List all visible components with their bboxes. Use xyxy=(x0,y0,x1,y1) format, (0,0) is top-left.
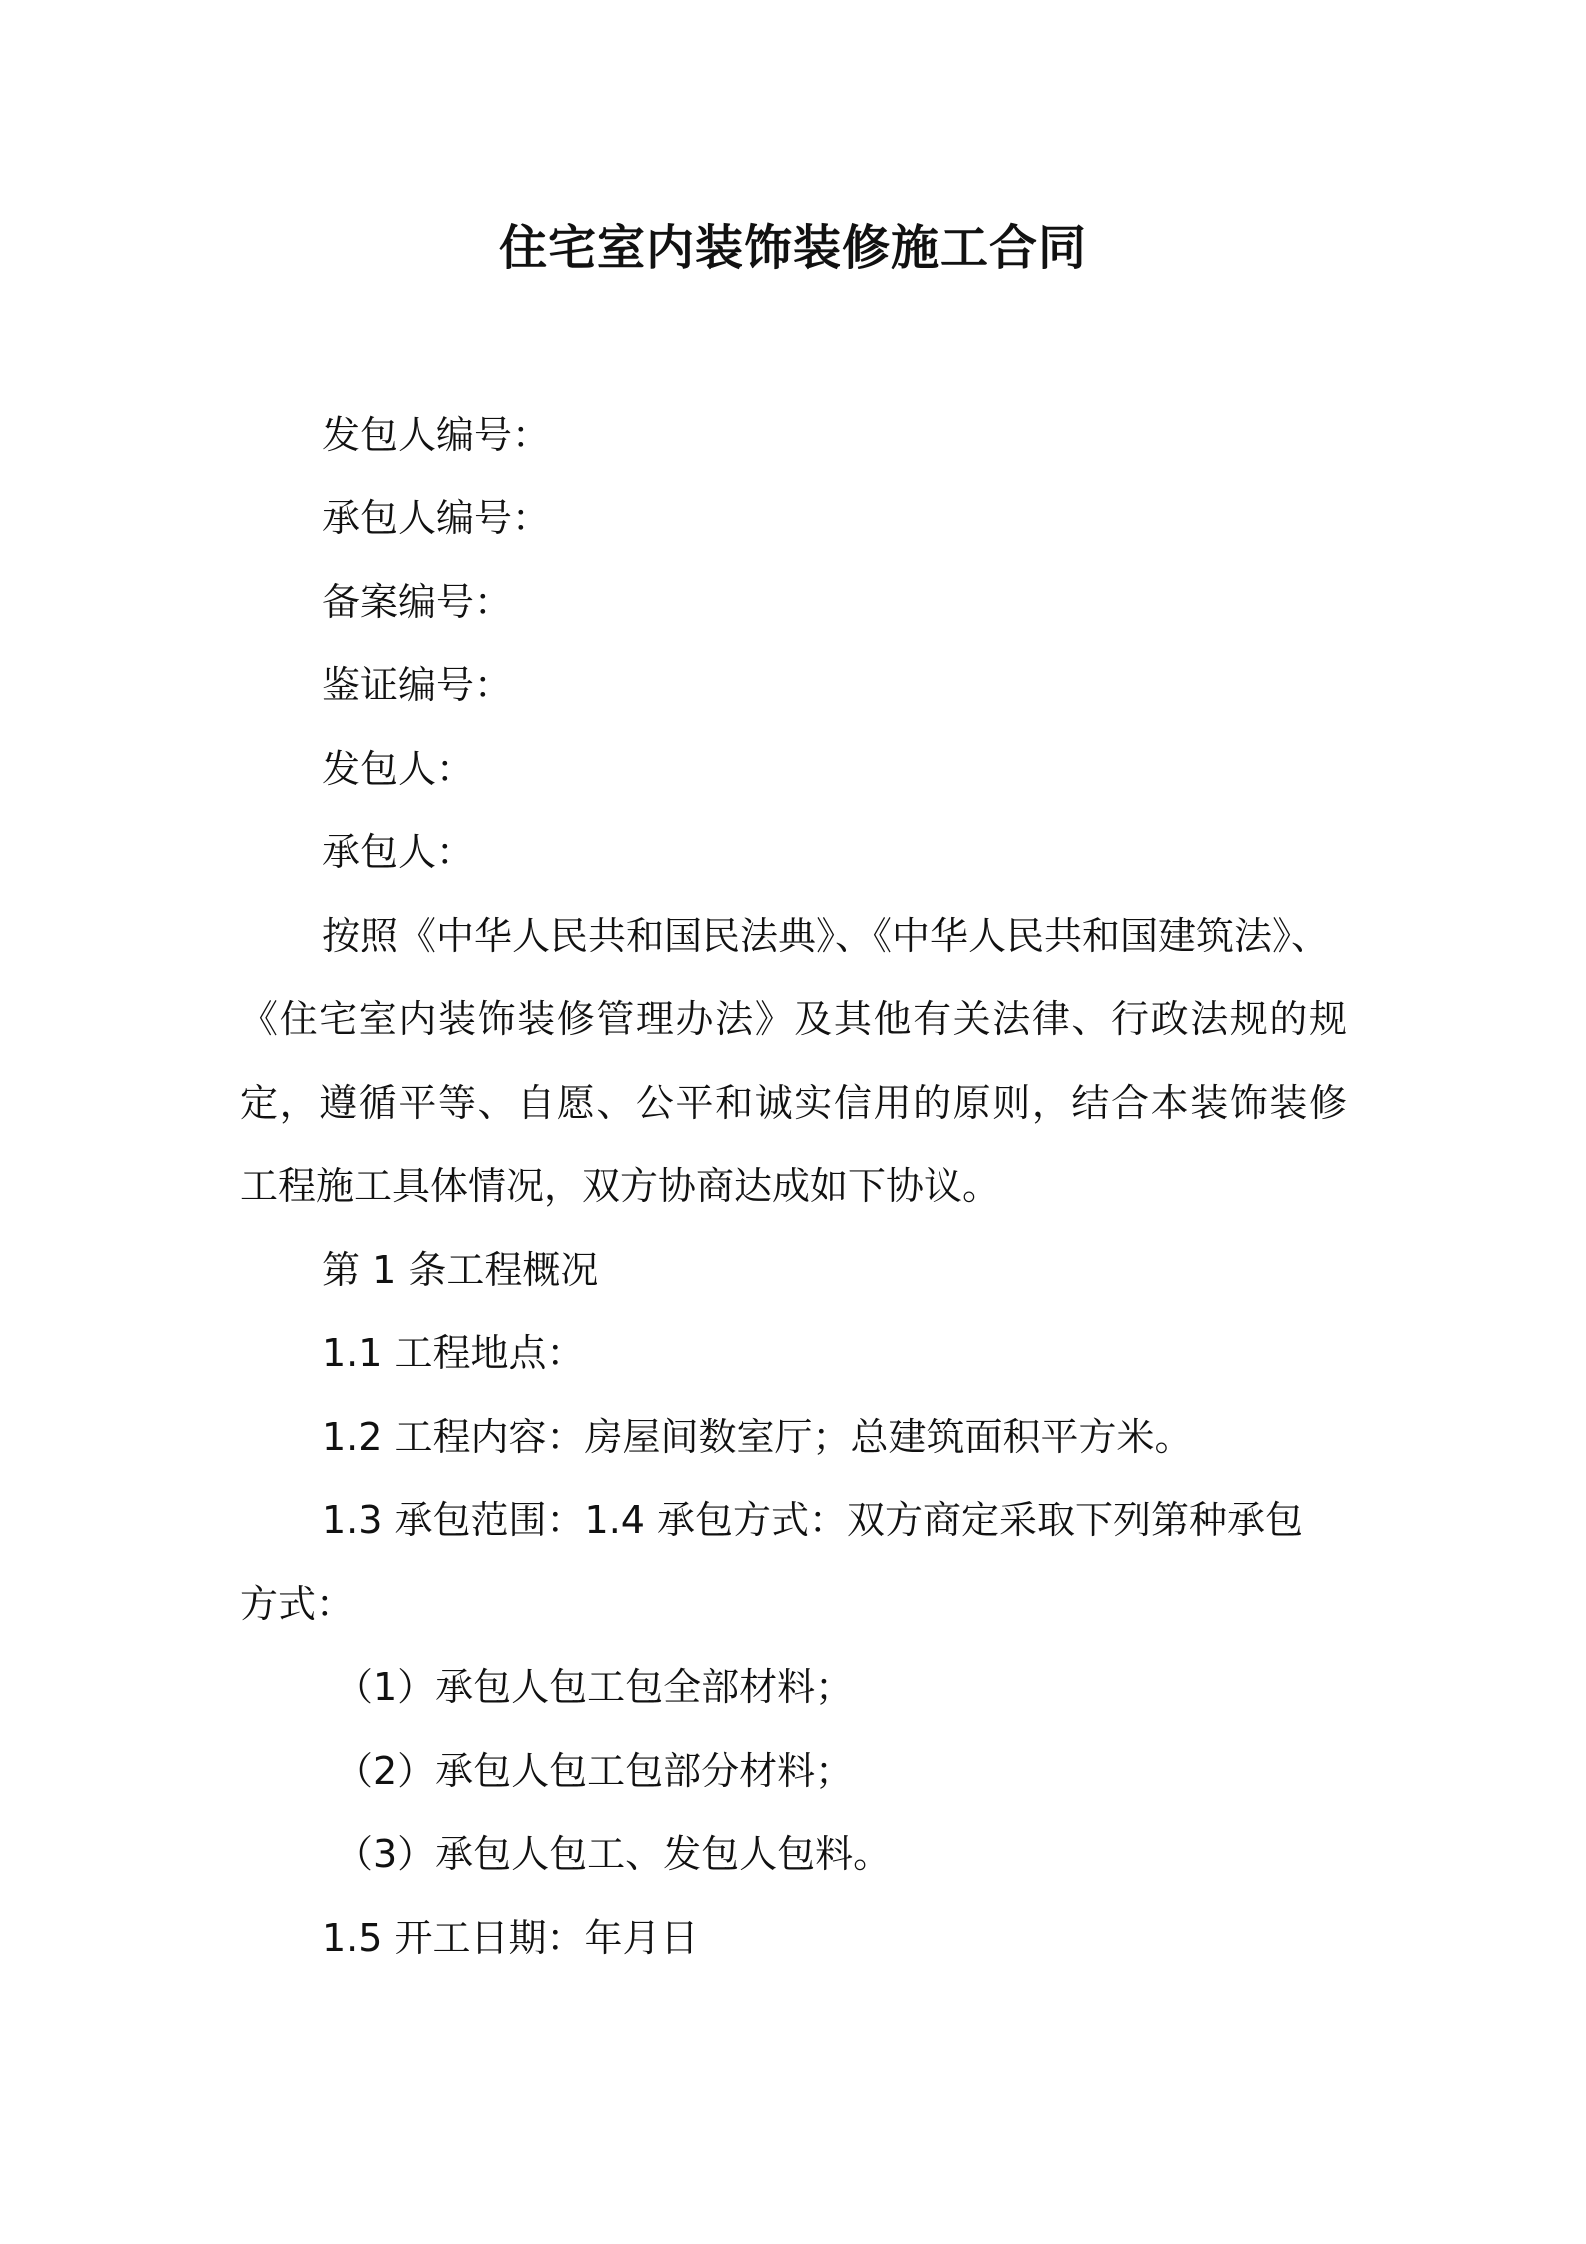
clause-1-1-location: 1.1 工程地点： xyxy=(322,1331,585,1375)
preamble-line: 工程施工具体情况，双方协商达成如下协议。 xyxy=(240,1164,1001,1208)
article-1-heading: 第 1 条工程概况 xyxy=(322,1248,599,1292)
verification-number-field: 鉴证编号： xyxy=(322,663,513,707)
employer-field: 发包人： xyxy=(322,747,475,791)
clause-1-3-scope: 1.3 承包范围：1.4 承包方式：双方商定采取下列第种承包 xyxy=(322,1498,1304,1542)
document-title: 住宅室内装饰装修施工合同 xyxy=(498,220,1087,276)
preamble-line: 定，遵循平等、自愿、公平和诚实信用的原则，结合本装饰装修 xyxy=(240,1081,1347,1125)
employer-number-field: 发包人编号： xyxy=(322,413,551,457)
clause-1-4-continuation: 方式： xyxy=(240,1582,355,1626)
filing-number-field: 备案编号： xyxy=(322,580,513,624)
contractor-number-field: 承包人编号： xyxy=(322,496,551,540)
clause-1-5-start-date: 1.5 开工日期：年月日 xyxy=(322,1916,699,1960)
contract-option-item: （2）承包人包工包部分材料； xyxy=(335,1749,854,1793)
contract-option-item: （1）承包人包工包全部材料； xyxy=(335,1665,854,1709)
contractor-field: 承包人： xyxy=(322,830,475,874)
preamble-line: 按照《中华人民共和国民法典》、《中华人民共和国建筑法》、 xyxy=(322,914,1330,958)
contract-option-item: （3）承包人包工、发包人包料。 xyxy=(335,1832,892,1876)
preamble-line: 《住宅室内装饰装修管理办法》及其他有关法律、行政法规的规 xyxy=(240,997,1347,1041)
clause-1-2-content: 1.2 工程内容：房屋间数室厅；总建筑面积平方米。 xyxy=(322,1415,1193,1459)
